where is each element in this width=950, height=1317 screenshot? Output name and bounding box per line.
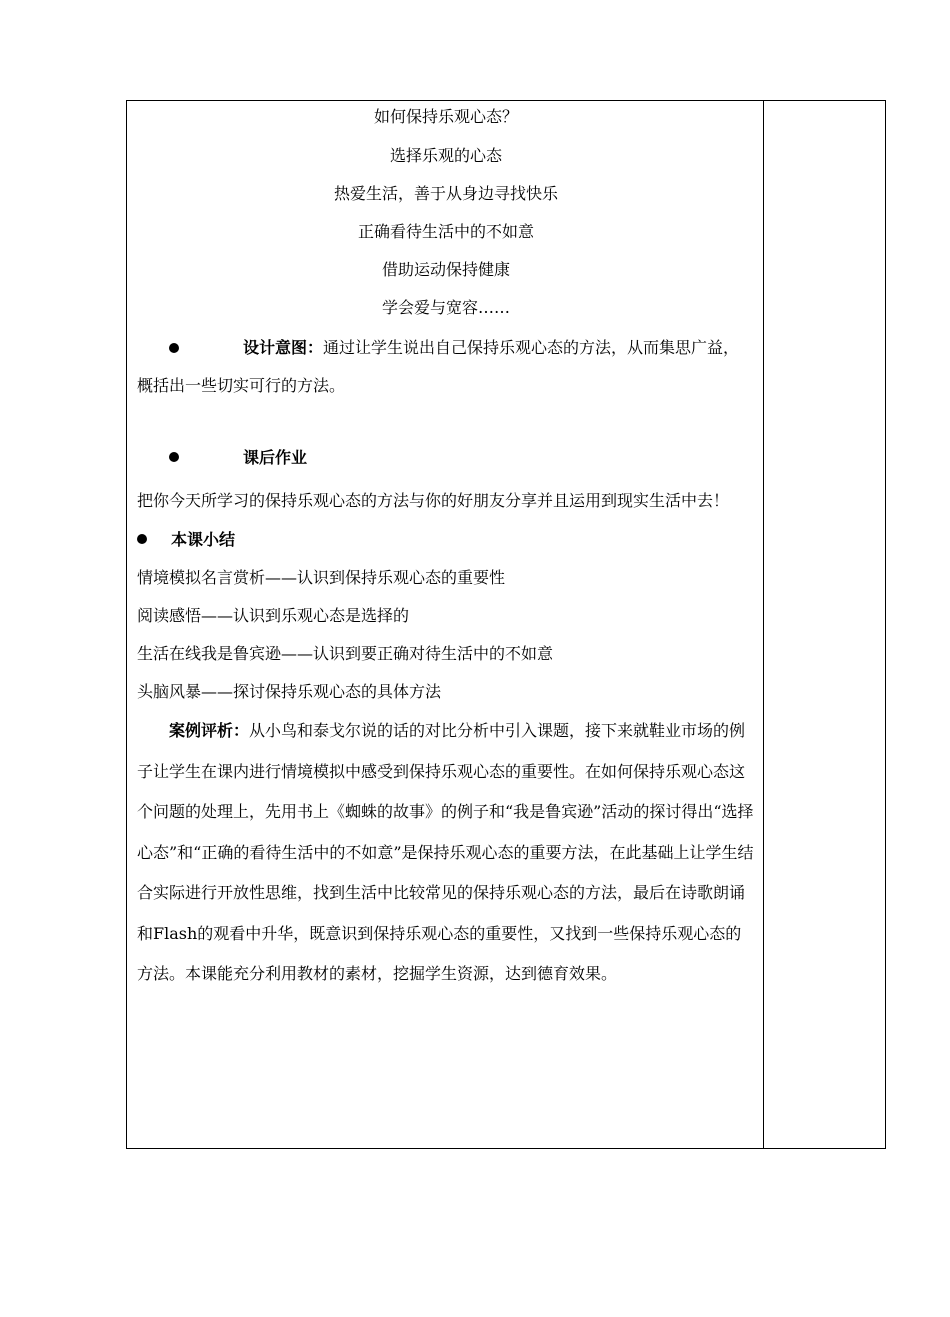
summary-heading: 本课小结 xyxy=(171,530,236,549)
case-text: 从小鸟和泰戈尔说的话的对比分析中引入课题，接下来就鞋业市场的例子让学生在课内进行情境模拟中感受到保持乐观心态的重要性。在如何保持乐观心态这个问题的处理上，先用书上《蜘蛛的故事》的例子和“我是鲁宾逊”活动的探讨得出“选择心态”和“正确的看待生活中的不如意”是保持乐观心态的重要方法，在此基础上让学生结合实际进行开放性思维，找到生活中比较常见的保持乐观心态的方法，最后在诗歌朗诵和Flash的观看中升华，既意识到保持乐观心态的重要性，又找到一些保持乐观心态的方法。本课能充分利用教材的素材，挖掘学生资源，达到德育效果。 xyxy=(137,721,754,983)
summary-item: 头脑风暴——探讨保持乐观心态的具体方法 xyxy=(137,682,442,701)
method-line: 学会爱与宽容…… xyxy=(381,298,510,317)
lesson-table xyxy=(126,100,886,1149)
summary-heading-row xyxy=(137,521,755,559)
main-cell xyxy=(137,101,755,995)
question-line: 如何保持乐观心态？ xyxy=(373,107,518,126)
summary-item: 情境模拟名言赏析——认识到保持乐观心态的重要性 xyxy=(137,568,506,587)
case-label: 案例评析： xyxy=(169,721,250,740)
method-line: 选择乐观的心态 xyxy=(389,146,502,165)
summary-item: 生活在线我是鲁宾逊——认识到要正确对待生活中的不如意 xyxy=(137,644,554,663)
design-intent xyxy=(137,329,755,405)
case-analysis xyxy=(137,711,755,995)
homework-text: 把你今天所学习的保持乐观心态的方法与你的好朋友分享并且运用到现实生活中去！ xyxy=(137,491,730,510)
method-line: 借助运动保持健康 xyxy=(381,260,510,279)
method-line: 热爱生活，善于从身边寻找快乐 xyxy=(333,184,558,203)
homework-heading-row xyxy=(137,439,755,477)
homework-heading: 课后作业 xyxy=(243,448,308,467)
bullet-icon xyxy=(169,452,179,462)
summary-item: 阅读感悟——认识到乐观心态是选择的 xyxy=(137,606,410,625)
column-divider xyxy=(763,101,764,1148)
design-label: 设计意图： xyxy=(243,338,324,357)
bullet-icon xyxy=(137,534,147,544)
bullet-icon xyxy=(169,343,179,353)
design-text: 通过让学生说出自己保持乐观心态的方法，从而集思广益，概括出一些切实可行的方法。 xyxy=(137,338,740,395)
method-line: 正确看待生活中的不如意 xyxy=(357,222,534,241)
